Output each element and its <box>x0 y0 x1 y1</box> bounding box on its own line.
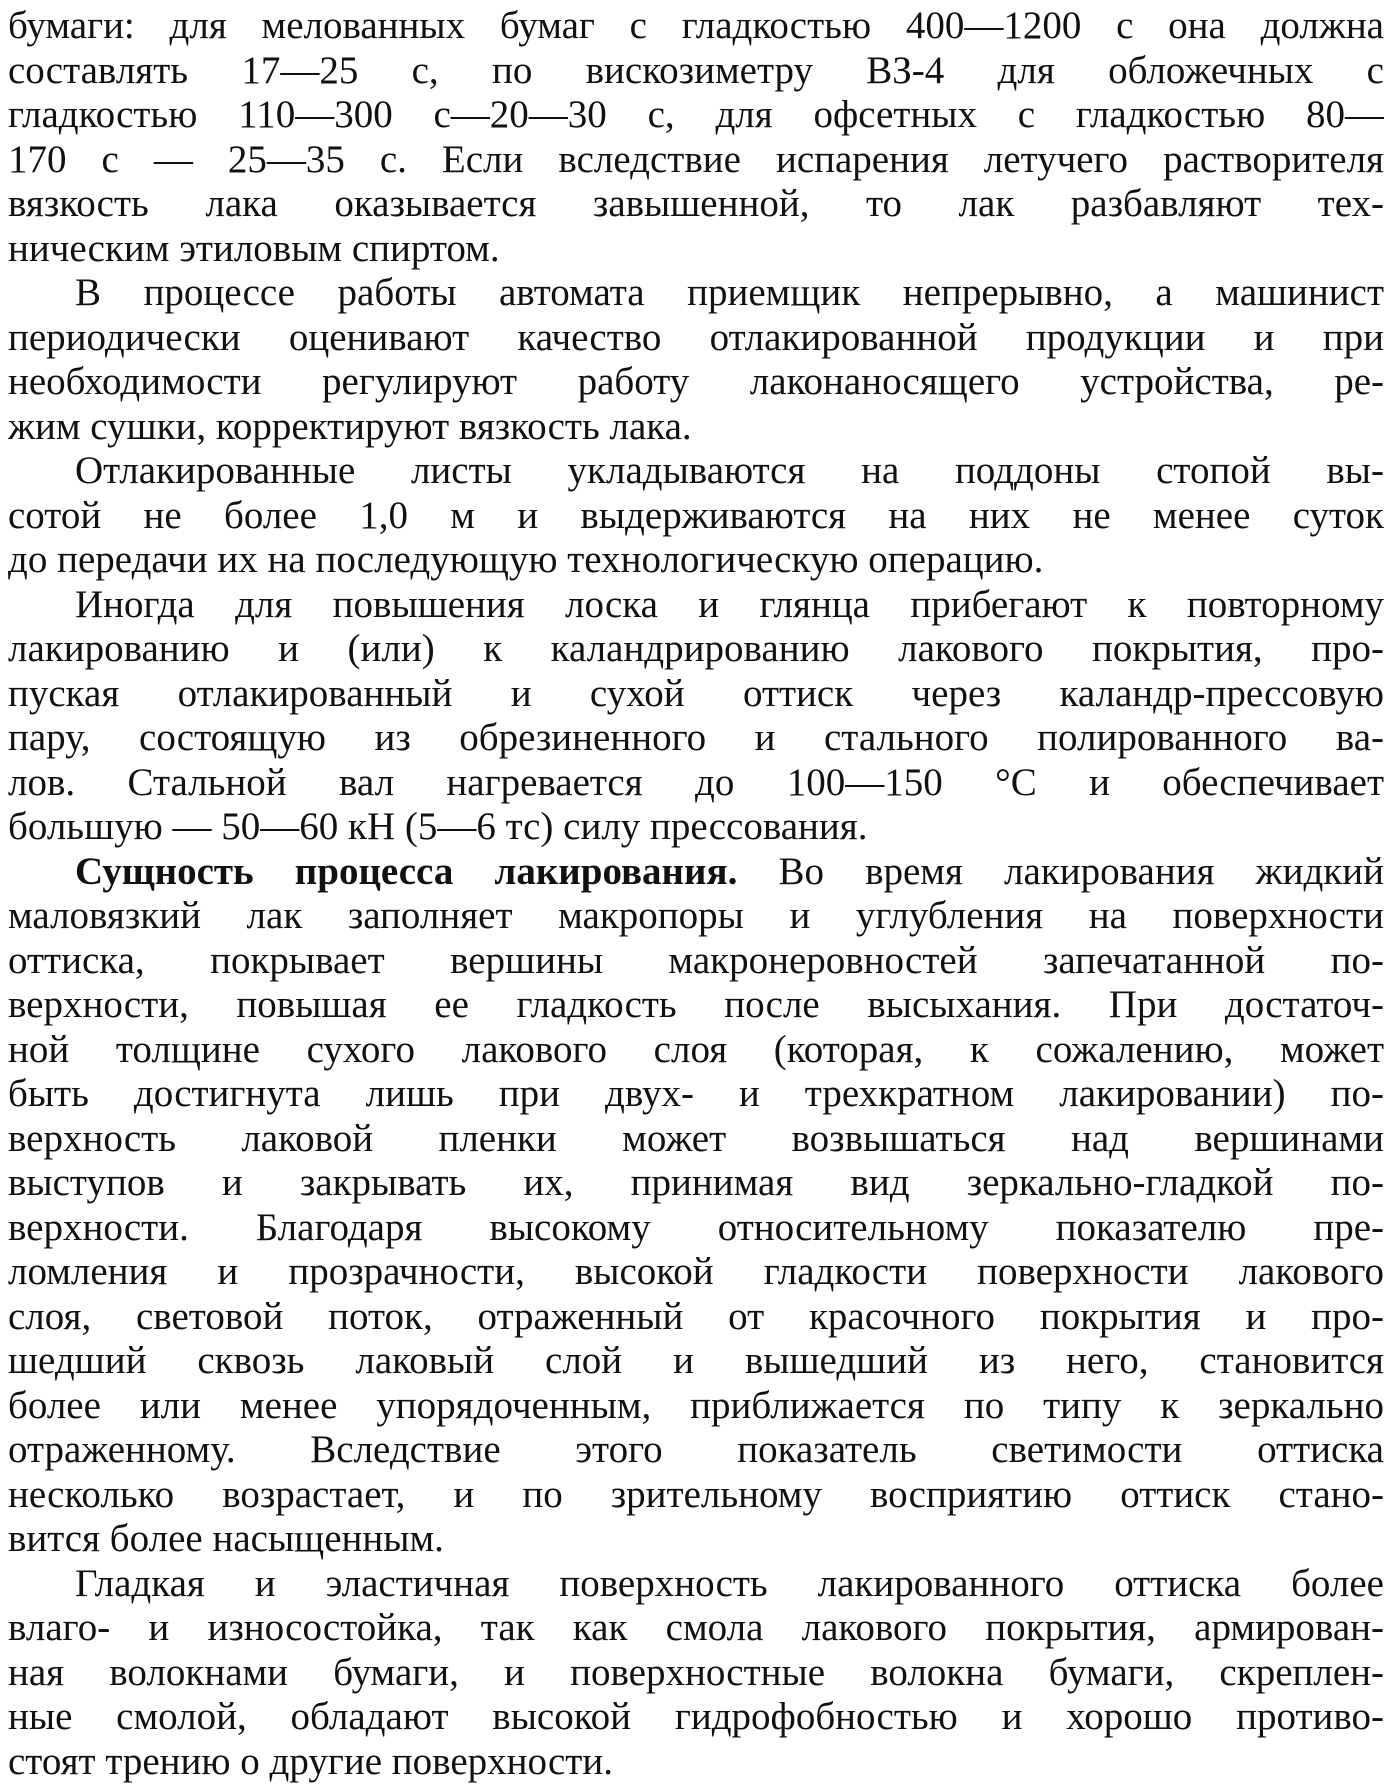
text-line: лакированию и (или) к каландрированию лакового покрытия, про- <box>8 627 1384 670</box>
text-line: периодически оценивают качество отлакированной продукции и при <box>8 315 1384 359</box>
text-line: Иногда для повышения лоска и глянца прибегают к повторному <box>75 582 1384 626</box>
text-line: 170 с — 25—35 с. Если вследствие испарения летучего растворителя <box>8 137 1384 181</box>
text-line: влаго- и износостойка, так как смола лакового покрытия, армирован- <box>8 1606 1384 1649</box>
text-line: маловязкий лак заполняет макропоры и углубления на поверхности <box>8 894 1384 937</box>
paragraph-2 <box>8 271 1384 449</box>
paragraph-3 <box>8 449 1384 583</box>
text-line: жим сушки, корректируют вязкость лака. <box>8 404 692 448</box>
text-line: верхности. Благодаря высокому относительному показателю пре- <box>8 1205 1384 1249</box>
text-line: вится более насыщенным. <box>8 1517 444 1560</box>
paragraph-5 <box>8 850 1384 1562</box>
text-line: составлять 17—25 с, по вискозиметру ВЗ-4 для обложечных с <box>8 48 1384 92</box>
paragraph-4 <box>8 583 1384 850</box>
text-line: ная волокнами бумаги, и поверхностные волокна бумаги, скреплен- <box>8 1650 1384 1694</box>
text-line: ломления и прозрачности, высокой гладкости поверхности лакового <box>8 1250 1384 1293</box>
document-page <box>8 4 1384 1784</box>
text-line <box>8 850 1384 895</box>
text-line: шедший сквозь лаковый слой и вышедший из него, становится <box>8 1339 1384 1382</box>
text-line: гладкостью 110—300 с—20—30 с, для офсетных с гладкостью 80— <box>8 93 1384 136</box>
text-line: верхность лаковой пленки может возвышаться над вершинами <box>8 1116 1384 1160</box>
text-line: лов. Стальной вал нагревается до 100—150 °С и обеспечивает <box>8 760 1384 804</box>
text-line: сотой не более 1,0 м и выдерживаются на них не менее суток <box>8 493 1384 537</box>
text-line: бумаги: для мелованных бумаг с гладкостью 400—1200 с она должна <box>8 4 1384 47</box>
text-line: В процессе работы автомата приемщик непрерывно, а машинист <box>75 271 1384 314</box>
text-line: ной толщине сухого лакового слоя (которая, к сожалению, может <box>8 1027 1384 1071</box>
text-line: слоя, световой поток, отраженный от красочного покрытия и про- <box>8 1294 1384 1338</box>
text-line: необходимости регулируют работу лаконаносящего устройства, ре- <box>8 360 1384 403</box>
text-line: Гладкая и эластичная поверхность лакированного оттиска более <box>75 1561 1384 1605</box>
paragraph-6 <box>8 1562 1384 1784</box>
text-line: более или менее упорядоченным, приближается по типу к зеркально <box>8 1383 1384 1427</box>
text-line: несколько возрастает, и по зрительному восприятию оттиск стано- <box>8 1472 1384 1516</box>
text-line: быть достигнута лишь при двух- и трехкратном лакировании) по- <box>8 1072 1384 1115</box>
text-line: вязкость лака оказывается завышенной, то лак разбавляют тех- <box>8 182 1384 225</box>
text-line: стоят трению о другие поверхности. <box>8 1739 613 1783</box>
text-line: верхности, повышая ее гладкость после высыхания. При достаточ- <box>8 983 1384 1026</box>
heading-line-rest: Во время лакирования жидкий <box>737 849 1384 893</box>
text-line: выступов и закрывать их, принимая вид зеркально-гладкой по- <box>8 1161 1384 1204</box>
text-line: ные смолой, обладают высокой гидрофобностью и хорошо противо- <box>8 1695 1384 1738</box>
section-heading: Сущность процесса лакирования. <box>75 849 738 893</box>
paragraph-1 <box>8 4 1384 271</box>
text-line: ническим этиловым спиртом. <box>8 226 500 270</box>
text-line: Отлакированные листы укладываются на поддоны стопой вы- <box>75 449 1384 492</box>
text-line: пару, состоящую из обрезиненного и стального полированного ва- <box>8 716 1384 759</box>
text-line: большую — 50—60 кН (5—6 тс) силу прессования. <box>8 805 868 848</box>
text-line: до передачи их на последующую технологическую операцию. <box>8 538 1044 581</box>
text-line: оттиска, покрывает вершины макронеровностей запечатанной по- <box>8 938 1384 982</box>
text-line: отраженному. Вследствие этого показатель светимости оттиска <box>8 1428 1384 1471</box>
text-line: пуская отлакированный и сухой оттиск через каландр-прессовую <box>8 671 1384 715</box>
